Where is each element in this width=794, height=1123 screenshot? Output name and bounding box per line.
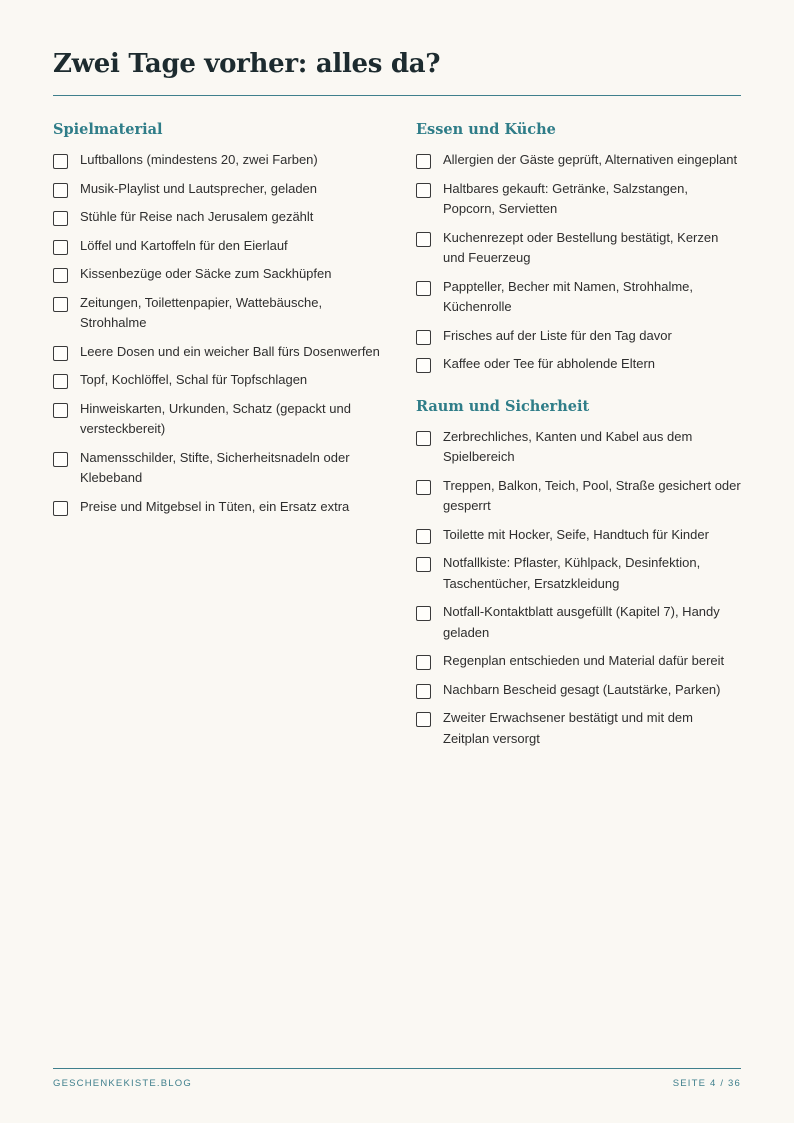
- footer-divider: [53, 1068, 741, 1069]
- checkbox-icon[interactable]: [53, 501, 68, 516]
- checklist-item: [416, 277, 741, 318]
- checkbox-icon[interactable]: [416, 480, 431, 495]
- footer-page-number: SEITE 4 / 36: [672, 1078, 741, 1089]
- checklist-item: [53, 293, 383, 334]
- checkbox-icon[interactable]: [53, 403, 68, 418]
- checklist-item: [416, 553, 741, 594]
- checklist-item-label: Notfallkiste: Pflaster, Kühlpack, Desinfektion, Taschentücher, Ersatzkleidung: [443, 555, 701, 591]
- checkbox-icon[interactable]: [416, 183, 431, 198]
- checklist-item-label: Zweiter Erwachsener bestätigt und mit dem Zeitplan versorgt: [443, 710, 693, 746]
- section-essen-und-kueche: [416, 120, 741, 375]
- page: [53, 0, 741, 1123]
- checkbox-icon[interactable]: [416, 431, 431, 446]
- checklist-item: [416, 602, 741, 643]
- checklist-item-label: Zeitungen, Toilettenpapier, Wattebäusche, Strohhalme: [80, 294, 323, 330]
- checklist-item: [416, 150, 741, 171]
- checkbox-icon[interactable]: [416, 232, 431, 247]
- checklist-item: [416, 680, 741, 701]
- checklist-item-label: Kaffee oder Tee für abholende Eltern: [443, 356, 656, 371]
- checklist: [416, 150, 741, 375]
- checkbox-icon[interactable]: [53, 268, 68, 283]
- right-column: [416, 120, 741, 771]
- checklist-item-label: Löffel und Kartoffeln für den Eierlauf: [80, 237, 288, 253]
- checkbox-icon[interactable]: [53, 374, 68, 389]
- checklist-item: [416, 326, 741, 347]
- checklist-item-label: Haltbares gekauft: Getränke, Salzstangen, Popcorn, Servietten: [443, 180, 688, 216]
- checklist-item-label: Hinweiskarten, Urkunden, Schatz (gepackt und versteckbereit): [80, 400, 351, 436]
- checklist-item-label: Toilette mit Hocker, Seife, Handtuch für Kinder: [443, 526, 709, 542]
- checklist-item: [416, 708, 741, 749]
- checkbox-icon[interactable]: [416, 712, 431, 727]
- checkbox-icon[interactable]: [416, 606, 431, 621]
- checklist-item-label: Stühle für Reise nach Jerusalem gezählt: [80, 209, 314, 224]
- checklist-item-label: Namensschilder, Stifte, Sicherheitsnadeln oder Klebeband: [80, 449, 350, 485]
- checklist-item: [53, 370, 383, 391]
- checklist-item: [416, 179, 741, 220]
- checkbox-icon[interactable]: [416, 655, 431, 670]
- checkbox-icon[interactable]: [53, 452, 68, 467]
- checklist-item-label: Luftballons (mindestens 20, zwei Farben): [80, 152, 318, 167]
- checklist-item: [416, 228, 741, 269]
- section-heading: Essen und Küche: [416, 121, 556, 138]
- checklist-item-label: Allergien der Gäste geprüft, Alternativen eingeplant: [443, 152, 738, 167]
- checklist-item: [53, 342, 383, 363]
- checklist-item: [53, 497, 383, 518]
- checklist-item-label: Nachbarn Bescheid gesagt (Lautstärke, Parken): [443, 681, 721, 697]
- checklist-item: [53, 264, 383, 285]
- checklist-item-label: Preise und Mitgebsel in Tüten, ein Ersatz extra: [80, 498, 350, 514]
- checkbox-icon[interactable]: [416, 154, 431, 169]
- checkbox-icon[interactable]: [53, 346, 68, 361]
- checklist-item-label: Leere Dosen und ein weicher Ball fürs Dosenwerfen: [80, 343, 380, 359]
- checklist-item: [416, 354, 741, 375]
- checklist-item: [53, 448, 383, 489]
- checkbox-icon[interactable]: [53, 183, 68, 198]
- footer-site: GESCHENKEKISTE.BLOG: [53, 1078, 192, 1089]
- checklist-item-label: Zerbrechliches, Kanten und Kabel aus dem Spielbereich: [443, 428, 693, 464]
- checkbox-icon[interactable]: [416, 358, 431, 373]
- checklist-item: [416, 525, 741, 546]
- checkbox-icon[interactable]: [416, 281, 431, 296]
- checklist-item-label: Kissenbezüge oder Säcke zum Sackhüpfen: [80, 266, 332, 281]
- checklist-item-label: Musik-Playlist und Lautsprecher, geladen: [80, 180, 318, 196]
- checkbox-icon[interactable]: [416, 684, 431, 699]
- checkbox-icon[interactable]: [416, 330, 431, 345]
- checkbox-icon[interactable]: [53, 297, 68, 312]
- checklist: [53, 150, 383, 517]
- checkbox-icon[interactable]: [53, 211, 68, 226]
- section-raum-und-sicherheit: [416, 397, 741, 750]
- checkbox-icon[interactable]: [416, 529, 431, 544]
- section-heading: Spielmaterial: [53, 121, 163, 138]
- checkbox-icon[interactable]: [416, 557, 431, 572]
- checklist-item-label: Notfall-Kontaktblatt ausgefüllt (Kapitel 7), Handy geladen: [443, 604, 720, 640]
- checklist-item: [416, 476, 741, 517]
- left-column: [53, 120, 383, 539]
- checklist-item: [416, 651, 741, 672]
- checklist-item: [53, 236, 383, 257]
- checkbox-icon[interactable]: [53, 154, 68, 169]
- checklist-item-label: Topf, Kochlöffel, Schal für Topfschlagen: [80, 372, 308, 387]
- checklist-item-label: Frisches auf der Liste für den Tag davor: [443, 327, 672, 343]
- page-title: Zwei Tage vorher: alles da?: [53, 49, 441, 79]
- title-divider: [53, 95, 741, 96]
- checklist: [416, 427, 741, 750]
- checklist-item: [53, 179, 383, 200]
- checklist-item-label: Kuchenrezept oder Bestellung bestätigt, Kerzen und Feuerzeug: [443, 229, 719, 265]
- checklist-item-label: Pappteller, Becher mit Namen, Strohhalme, Küchenrolle: [443, 278, 694, 314]
- checklist-item: [53, 399, 383, 440]
- checklist-item: [53, 207, 383, 228]
- checklist-item: [416, 427, 741, 468]
- checklist-item-label: Regenplan entschieden und Material dafür bereit: [443, 653, 725, 668]
- checklist-item-label: Treppen, Balkon, Teich, Pool, Straße gesichert oder gesperrt: [443, 477, 741, 513]
- checklist-item: [53, 150, 383, 171]
- section-heading: Raum und Sicherheit: [416, 397, 590, 415]
- section-spielmaterial: [53, 120, 383, 517]
- checkbox-icon[interactable]: [53, 240, 68, 255]
